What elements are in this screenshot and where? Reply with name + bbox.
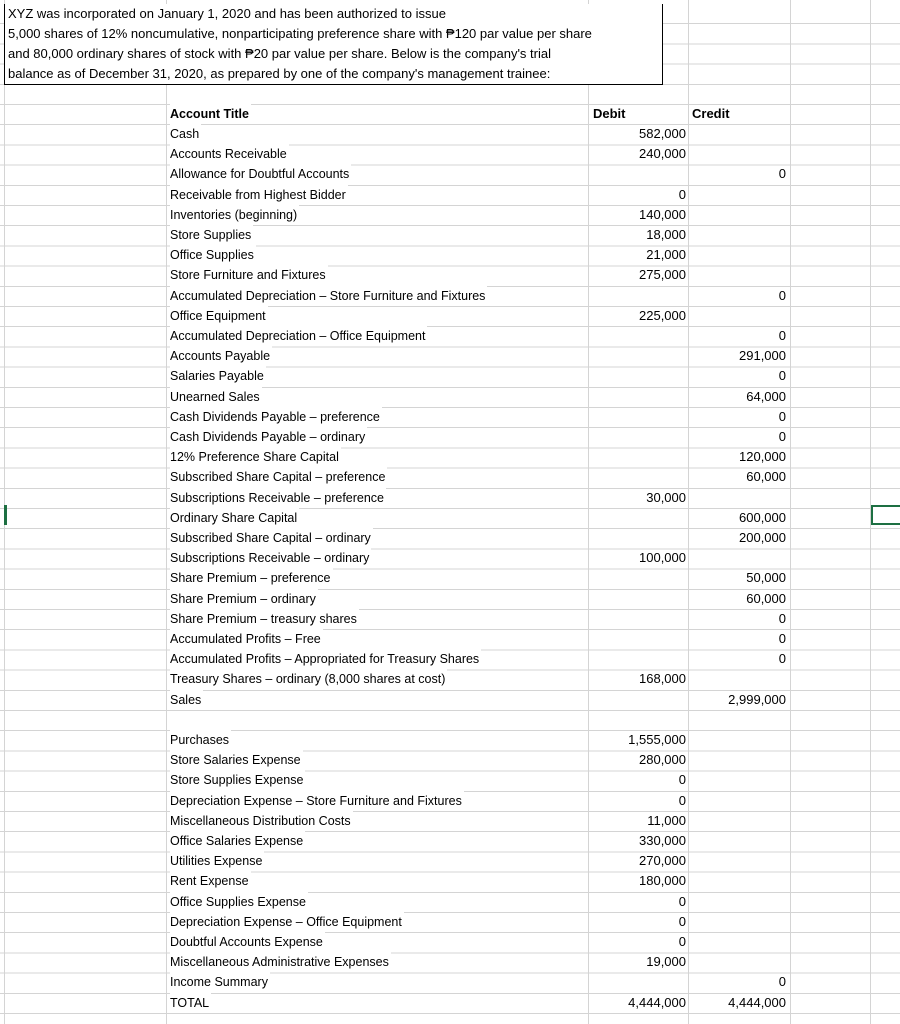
debit-cell: 330,000: [639, 833, 686, 848]
credit-cell: [690, 730, 786, 750]
credit-cell: [690, 488, 786, 508]
problem-statement-box[interactable]: [4, 4, 663, 85]
account-title-cell: Purchases: [170, 730, 231, 750]
debit-cell: [590, 649, 686, 669]
debit-cell: [590, 629, 686, 649]
account-title-cell: Depreciation Expense – Office Equipment: [170, 912, 404, 932]
account-title-cell: Subscribed Share Capital – preference: [170, 467, 387, 487]
table-row[interactable]: [0, 629, 900, 649]
account-title-cell: Store Supplies: [170, 225, 253, 245]
credit-cell: [690, 952, 786, 972]
credit-cell: [690, 831, 786, 851]
debit-cell: 225,000: [639, 307, 686, 323]
credit-cell: [690, 124, 786, 144]
credit-cell: 0: [778, 429, 786, 444]
account-title-cell: Accumulated Profits – Free: [170, 629, 323, 649]
credit-cell: 0: [778, 974, 786, 990]
account-title-cell: Cash Dividends Payable – preference: [170, 407, 382, 427]
credit-cell: 0: [778, 166, 786, 182]
table-row[interactable]: [0, 568, 900, 588]
debit-cell: 180,000: [639, 873, 686, 889]
account-title-cell: Office Supplies Expense: [170, 892, 308, 912]
account-title-cell: Treasury Shares – ordinary (8,000 shares at cost): [170, 669, 447, 689]
debit-cell: [590, 609, 686, 629]
credit-cell: [690, 770, 786, 790]
account-title-cell: Depreciation Expense – Store Furniture and Fixtures: [170, 791, 464, 811]
account-title-cell: Allowance for Doubtful Accounts: [170, 164, 351, 184]
credit-cell: 60,000: [746, 590, 786, 606]
credit-cell: [690, 669, 786, 689]
table-row[interactable]: [0, 366, 900, 386]
account-title-cell: Accumulated Depreciation – Office Equipment: [170, 326, 427, 346]
table-row[interactable]: [0, 508, 900, 528]
account-title-cell: Accumulated Depreciation – Store Furniture and Fixtures: [170, 286, 487, 306]
debit-cell: 0: [678, 893, 686, 909]
account-title-cell: Rent Expense: [170, 871, 251, 891]
table-row[interactable]: [0, 811, 900, 831]
debit-cell: [590, 690, 686, 710]
account-title-cell: Cash Dividends Payable – ordinary: [170, 427, 367, 447]
credit-cell: 0: [778, 631, 786, 646]
active-cell-selection[interactable]: [871, 505, 900, 525]
account-title-cell: Cash: [170, 124, 201, 144]
account-title-cell: Doubtful Accounts Expense: [170, 932, 325, 952]
credit-cell: 120,000: [739, 449, 786, 465]
debit-cell: 4,444,000: [628, 994, 686, 1010]
account-title-cell: Office Supplies: [170, 245, 256, 265]
account-title-cell: Accounts Payable: [170, 346, 272, 366]
debit-cell: 11,000: [647, 812, 686, 828]
debit-cell: 18,000: [646, 227, 686, 242]
credit-cell: [690, 912, 786, 932]
credit-cell: [690, 932, 786, 952]
credit-cell: [690, 265, 786, 285]
debit-cell: [590, 366, 686, 386]
table-row[interactable]: [0, 669, 900, 689]
table-row[interactable]: [0, 326, 900, 346]
debit-cell: 21,000: [646, 247, 686, 263]
debit-cell: 0: [678, 913, 686, 929]
debit-cell: 100,000: [639, 550, 686, 566]
debit-cell: 270,000: [639, 853, 686, 869]
credit-cell: 50,000: [746, 570, 786, 586]
debit-cell: 0: [678, 792, 686, 808]
table-row[interactable]: [0, 649, 900, 669]
debit-cell: [590, 346, 686, 366]
credit-cell: 0: [778, 368, 786, 384]
credit-cell: 2,999,000: [728, 691, 786, 707]
account-title-header: Account Title: [170, 104, 251, 124]
credit-cell: 4,444,000: [728, 994, 786, 1010]
credit-cell: 200,000: [739, 530, 786, 545]
table-row[interactable]: [0, 831, 900, 851]
credit-cell: 0: [778, 287, 786, 303]
total-row[interactable]: [0, 993, 900, 1013]
account-title-cell: Unearned Sales: [170, 387, 262, 407]
table-row[interactable]: [0, 710, 900, 730]
credit-cell: [690, 710, 786, 730]
debit-cell: [590, 467, 686, 487]
account-title-cell: Salaries Payable: [170, 366, 266, 386]
table-row[interactable]: [0, 730, 900, 750]
account-title-cell: [170, 710, 172, 730]
table-row[interactable]: [0, 912, 900, 932]
table-row[interactable]: [0, 972, 900, 992]
debit-cell: 582,000: [639, 126, 686, 141]
table-row[interactable]: [0, 488, 900, 508]
table-row[interactable]: [0, 144, 900, 164]
debit-cell: 1,555,000: [628, 732, 686, 747]
credit-cell: [690, 306, 786, 326]
account-title-cell: Ordinary Share Capital: [170, 508, 299, 528]
problem-statement-line: and 80,000 ordinary shares of stock with ₱20 par value per share. Below is the company's trial: [8, 46, 551, 61]
problem-statement-line: XYZ was incorporated on January 1, 2020 and has been authorized to issue: [8, 6, 446, 21]
credit-cell: [690, 205, 786, 225]
table-row[interactable]: [0, 387, 900, 407]
table-row[interactable]: [0, 164, 900, 184]
credit-cell: [690, 245, 786, 265]
account-title-cell: Subscriptions Receivable – ordinary: [170, 548, 371, 568]
credit-cell: [690, 548, 786, 568]
table-row[interactable]: [0, 205, 900, 225]
account-title-cell: Miscellaneous Administrative Expenses: [170, 952, 391, 972]
debit-cell: [590, 387, 686, 407]
credit-header: Credit: [692, 106, 730, 121]
account-title-cell: Sales: [170, 690, 203, 710]
debit-cell: [590, 286, 686, 306]
table-row[interactable]: [0, 467, 900, 487]
account-title-cell: Accumulated Profits – Appropriated for Treasury Shares: [170, 649, 481, 669]
account-title-cell: Share Premium – preference: [170, 568, 333, 588]
credit-cell: 0: [778, 651, 786, 667]
debit-cell: [590, 508, 686, 528]
account-title-cell: Subscribed Share Capital – ordinary: [170, 528, 373, 548]
problem-statement-line: 5,000 shares of 12% noncumulative, nonparticipating preference share with ₱120 par value per share: [8, 26, 592, 41]
account-title-cell: Office Equipment: [170, 306, 268, 326]
table-row[interactable]: [0, 589, 900, 609]
credit-cell: [690, 750, 786, 770]
table-row[interactable]: [0, 286, 900, 306]
credit-cell: 0: [778, 408, 786, 424]
table-row[interactable]: [0, 690, 900, 710]
table-row[interactable]: [0, 851, 900, 871]
credit-cell: 600,000: [739, 509, 786, 525]
account-title-cell: Office Salaries Expense: [170, 831, 305, 851]
debit-cell: [590, 326, 686, 346]
debit-cell: [590, 447, 686, 467]
credit-cell: [690, 791, 786, 811]
debit-cell: 19,000: [646, 954, 686, 970]
credit-cell: [690, 892, 786, 912]
account-title-cell: Inventories (beginning): [170, 205, 299, 225]
table-row[interactable]: [0, 548, 900, 568]
debit-cell: [590, 589, 686, 609]
table-row[interactable]: [0, 952, 900, 972]
debit-cell: 0: [678, 186, 686, 202]
debit-cell: 0: [678, 772, 686, 788]
table-row[interactable]: [0, 750, 900, 770]
table-row[interactable]: [0, 932, 900, 952]
debit-cell: 0: [678, 934, 686, 949]
problem-statement-line: balance as of December 31, 2020, as prepared by one of the company's management trainee:: [8, 66, 551, 81]
table-row[interactable]: [0, 346, 900, 366]
credit-cell: [690, 144, 786, 164]
credit-cell: 291,000: [739, 348, 786, 364]
table-row[interactable]: [0, 124, 900, 144]
debit-cell: [590, 427, 686, 447]
debit-cell: 140,000: [639, 206, 686, 222]
table-row[interactable]: [0, 225, 900, 245]
debit-cell: [590, 972, 686, 992]
table-row[interactable]: [0, 892, 900, 912]
account-title-cell: Receivable from Highest Bidder: [170, 185, 348, 205]
debit-cell: 30,000: [646, 489, 686, 505]
debit-cell: [590, 407, 686, 427]
credit-cell: [690, 811, 786, 831]
debit-cell: 275,000: [639, 267, 686, 283]
credit-cell: 0: [778, 328, 786, 343]
table-row[interactable]: [0, 791, 900, 811]
credit-cell: 64,000: [746, 388, 786, 404]
table-row[interactable]: [0, 265, 900, 285]
row-selection-marker: [4, 505, 7, 525]
table-row[interactable]: [0, 407, 900, 427]
account-title-cell: Accounts Receivable: [170, 144, 289, 164]
credit-cell: 60,000: [746, 469, 786, 485]
debit-cell: 280,000: [639, 752, 686, 768]
credit-cell: [690, 851, 786, 871]
debit-cell: [590, 710, 686, 730]
account-title-cell: Store Salaries Expense: [170, 750, 303, 770]
debit-cell: 168,000: [639, 671, 686, 687]
account-title-cell: Share Premium – treasury shares: [170, 609, 359, 629]
table-row[interactable]: [0, 871, 900, 891]
account-title-cell: Share Premium – ordinary: [170, 589, 318, 609]
table-row[interactable]: [0, 306, 900, 326]
account-title-cell: Subscriptions Receivable – preference: [170, 488, 386, 508]
credit-cell: [690, 871, 786, 891]
credit-cell: [690, 225, 786, 245]
credit-cell: [690, 185, 786, 205]
account-title-cell: Miscellaneous Distribution Costs: [170, 811, 353, 831]
debit-cell: [590, 528, 686, 548]
table-row[interactable]: [0, 770, 900, 790]
account-title-cell: Store Furniture and Fixtures: [170, 265, 328, 285]
table-row[interactable]: [0, 609, 900, 629]
table-row[interactable]: [0, 528, 900, 548]
table-row[interactable]: [0, 245, 900, 265]
account-title-cell: TOTAL: [170, 993, 211, 1013]
table-header-row[interactable]: [0, 104, 900, 124]
debit-cell: [590, 164, 686, 184]
table-row[interactable]: [0, 185, 900, 205]
credit-cell: 0: [778, 610, 786, 626]
account-title-cell: 12% Preference Share Capital: [170, 447, 341, 467]
debit-cell: [590, 568, 686, 588]
table-row[interactable]: [0, 447, 900, 467]
table-row[interactable]: [0, 427, 900, 447]
account-title-cell: Utilities Expense: [170, 851, 264, 871]
account-title-cell: Income Summary: [170, 972, 270, 992]
debit-header: Debit: [593, 106, 626, 121]
account-title-cell: Store Supplies Expense: [170, 770, 305, 790]
debit-cell: 240,000: [639, 146, 686, 162]
